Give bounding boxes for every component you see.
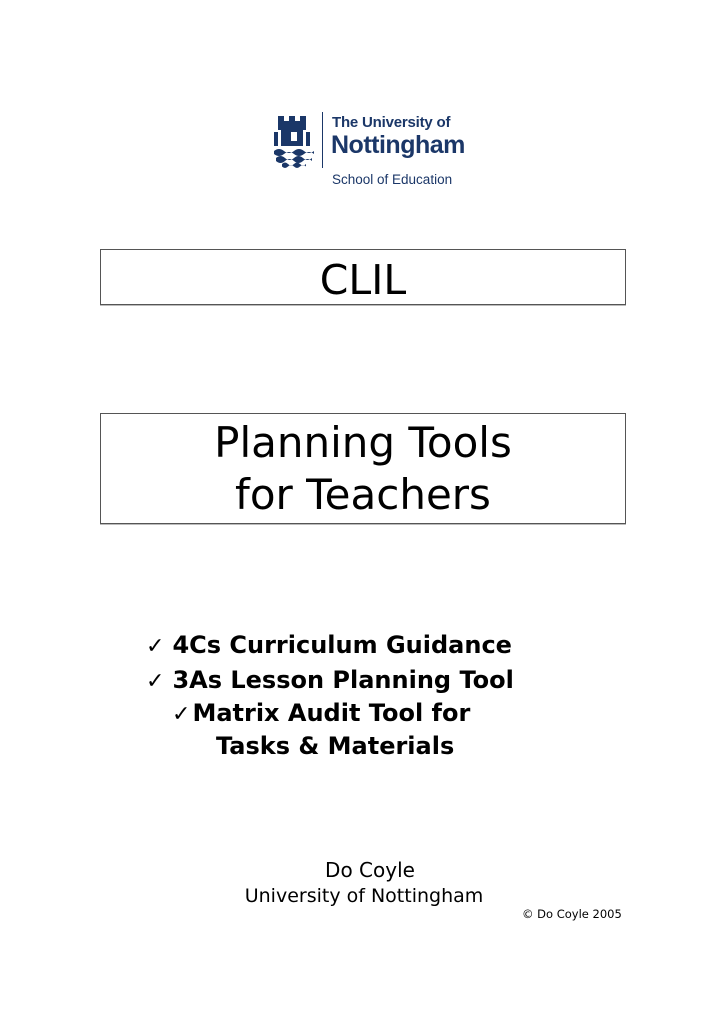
list-item <box>146 630 512 662</box>
logo-text-school: School of Education <box>332 172 453 187</box>
author-affiliation: University of Nottingham <box>244 885 484 907</box>
subtitle-line-1: Planning Tools <box>214 418 512 467</box>
logo-divider <box>322 112 323 168</box>
list-item-label: 4Cs Curriculum Guidance <box>172 631 512 659</box>
list-item-label: Matrix Audit Tool for <box>192 699 471 727</box>
castle-crest-icon <box>274 112 314 168</box>
subtitle-line-2: for Teachers <box>235 470 491 519</box>
document-title: CLIL <box>319 256 407 304</box>
copyright-notice: © Do Coyle 2005 <box>522 907 622 921</box>
checkmark-icon: ✓ <box>146 669 165 694</box>
checkmark-icon: ✓ <box>172 702 191 727</box>
list-item-label: 3As Lesson Planning Tool <box>172 666 514 694</box>
list-item <box>146 665 514 697</box>
list-item-label: Tasks & Materials <box>216 732 455 760</box>
checkmark-icon: ✓ <box>146 634 165 659</box>
list-item-continuation <box>216 731 454 761</box>
author-name: Do Coyle <box>325 858 415 882</box>
logo-text-university: The University of <box>332 114 451 131</box>
title-box <box>100 249 626 305</box>
subtitle-box <box>100 413 626 524</box>
logo-text-nottingham: Nottingham <box>331 131 465 159</box>
university-logo <box>274 108 464 188</box>
list-item <box>172 698 470 730</box>
